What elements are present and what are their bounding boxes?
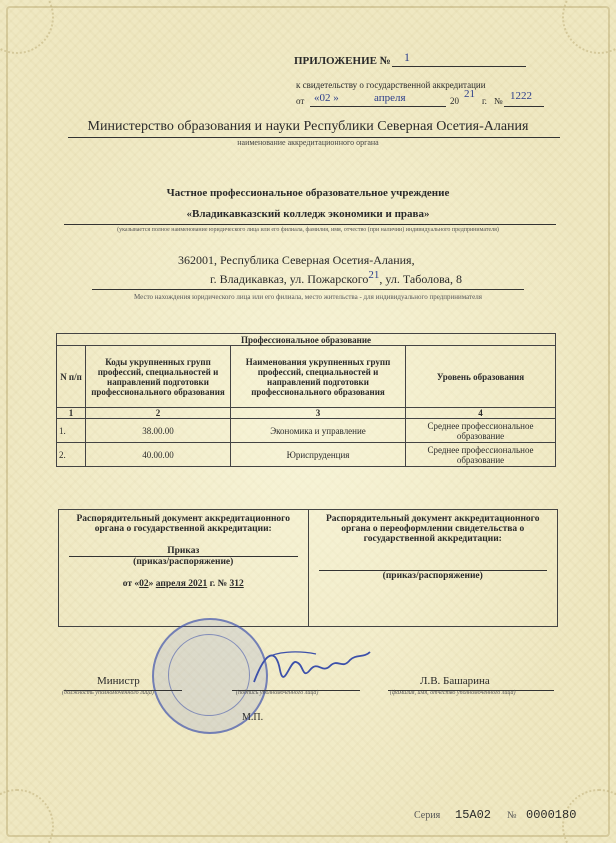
underline xyxy=(64,224,556,225)
underline xyxy=(92,289,524,290)
cert-month: апреля xyxy=(374,92,406,104)
year-prefix: 20 xyxy=(450,96,459,106)
underline xyxy=(504,106,544,107)
year-g: г. xyxy=(482,96,487,106)
reissue-order-title: Распорядительный документ аккредитационного органа о переоформлении свидетельства о государственной аккредитации: xyxy=(326,514,540,544)
row-code: 40.00.00 xyxy=(86,443,231,467)
table-row xyxy=(57,419,556,443)
series-label: Серия xyxy=(414,810,441,821)
signatory-name: Л.В. Башарина xyxy=(420,675,490,687)
accreditation-order-caption: (приказ/распоряжение) xyxy=(133,557,234,567)
col-number: 1 xyxy=(57,408,86,419)
position-caption: (должность уполномоченного лица) xyxy=(62,690,154,696)
row-number: 1. xyxy=(57,419,86,443)
row-level: Среднее профессиональное образование xyxy=(406,443,556,467)
date-from-label: от xyxy=(296,96,305,106)
certificate-reference: к свидетельству о государственной аккредитации xyxy=(296,80,486,90)
header-codes: Коды укрупненных групп профессий, специальностей и направлений подготовки профессионального образования xyxy=(86,346,231,408)
reissue-order-cell xyxy=(308,510,558,627)
header-level: Уровень образования xyxy=(406,346,556,408)
cert-number: 1222 xyxy=(510,90,532,102)
accreditation-documents xyxy=(58,509,558,627)
authority-caption: наименование аккредитационного органа xyxy=(237,138,379,147)
accreditation-order-cell xyxy=(59,510,309,627)
address-line-1: 362001, Республика Северная Осетия-Алания, xyxy=(178,253,415,267)
organization-type: Частное профессиональное образовательное учреждение xyxy=(166,187,450,199)
header-names: Наименования укрупненных групп профессий, специальностей и направлений подготовки профессионального образования xyxy=(231,346,406,408)
address-line-2: г. Владикавказ, ул. Пожарского21, ул. Таболова, 8 xyxy=(210,269,462,286)
col-number: 2 xyxy=(86,408,231,419)
col-number: 3 xyxy=(231,408,406,419)
table-row xyxy=(57,443,556,467)
accreditation-order-type: Приказ xyxy=(167,546,200,556)
series-number-sign: № xyxy=(507,810,517,821)
header-number: N п/п xyxy=(57,346,86,408)
row-name: Юриспруденция xyxy=(231,443,406,467)
accreditation-order-title: Распорядительный документ аккредитационного органа о государственной аккредитации: xyxy=(76,514,290,534)
cert-day: «02 » xyxy=(314,92,339,104)
signatory-position: Министр xyxy=(97,675,140,687)
accreditation-order-date: от «02» апреля 2021 г. № 312 xyxy=(122,579,244,589)
organization-name: «Владикавказский колледж экономики и права» xyxy=(186,208,430,220)
table-title: Профессиональное образование xyxy=(57,334,556,346)
col-number: 4 xyxy=(406,408,556,419)
reissue-order-caption: (приказ/распоряжение) xyxy=(382,571,483,581)
handwritten-signature xyxy=(246,640,376,696)
underline xyxy=(310,106,446,107)
underline xyxy=(392,66,526,67)
row-code: 38.00.00 xyxy=(86,419,231,443)
seal-place-label: М.П. xyxy=(242,712,264,723)
series-number: 0000180 xyxy=(526,808,577,822)
row-level: Среднее профессиональное образование xyxy=(406,419,556,443)
name-caption: (фамилия, имя, отчество уполномоченного лица) xyxy=(390,690,516,696)
appendix-number: 1 xyxy=(404,50,410,64)
row-number: 2. xyxy=(57,443,86,467)
number-sign: № xyxy=(494,96,503,106)
education-table xyxy=(56,333,556,467)
organization-caption: (указывается полное наименование юридического лица или его филиала, фамилия, имя, отчество (при наличии) индивидуального предпринимателя) xyxy=(117,227,499,233)
series-code: 15А02 xyxy=(455,808,492,822)
address-caption: Место нахождения юридического лица или его филиала, место жительства - для индивидуального предпринимателя xyxy=(134,293,482,301)
appendix-title: ПРИЛОЖЕНИЕ № xyxy=(294,55,391,67)
row-name: Экономика и управление xyxy=(231,419,406,443)
year-suffix: 21 xyxy=(464,88,475,100)
authority-name: Министерство образования и науки Республики Северная Осетия-Алания xyxy=(87,119,529,134)
signature-caption: (подпись уполномоченного лица) xyxy=(236,690,319,696)
